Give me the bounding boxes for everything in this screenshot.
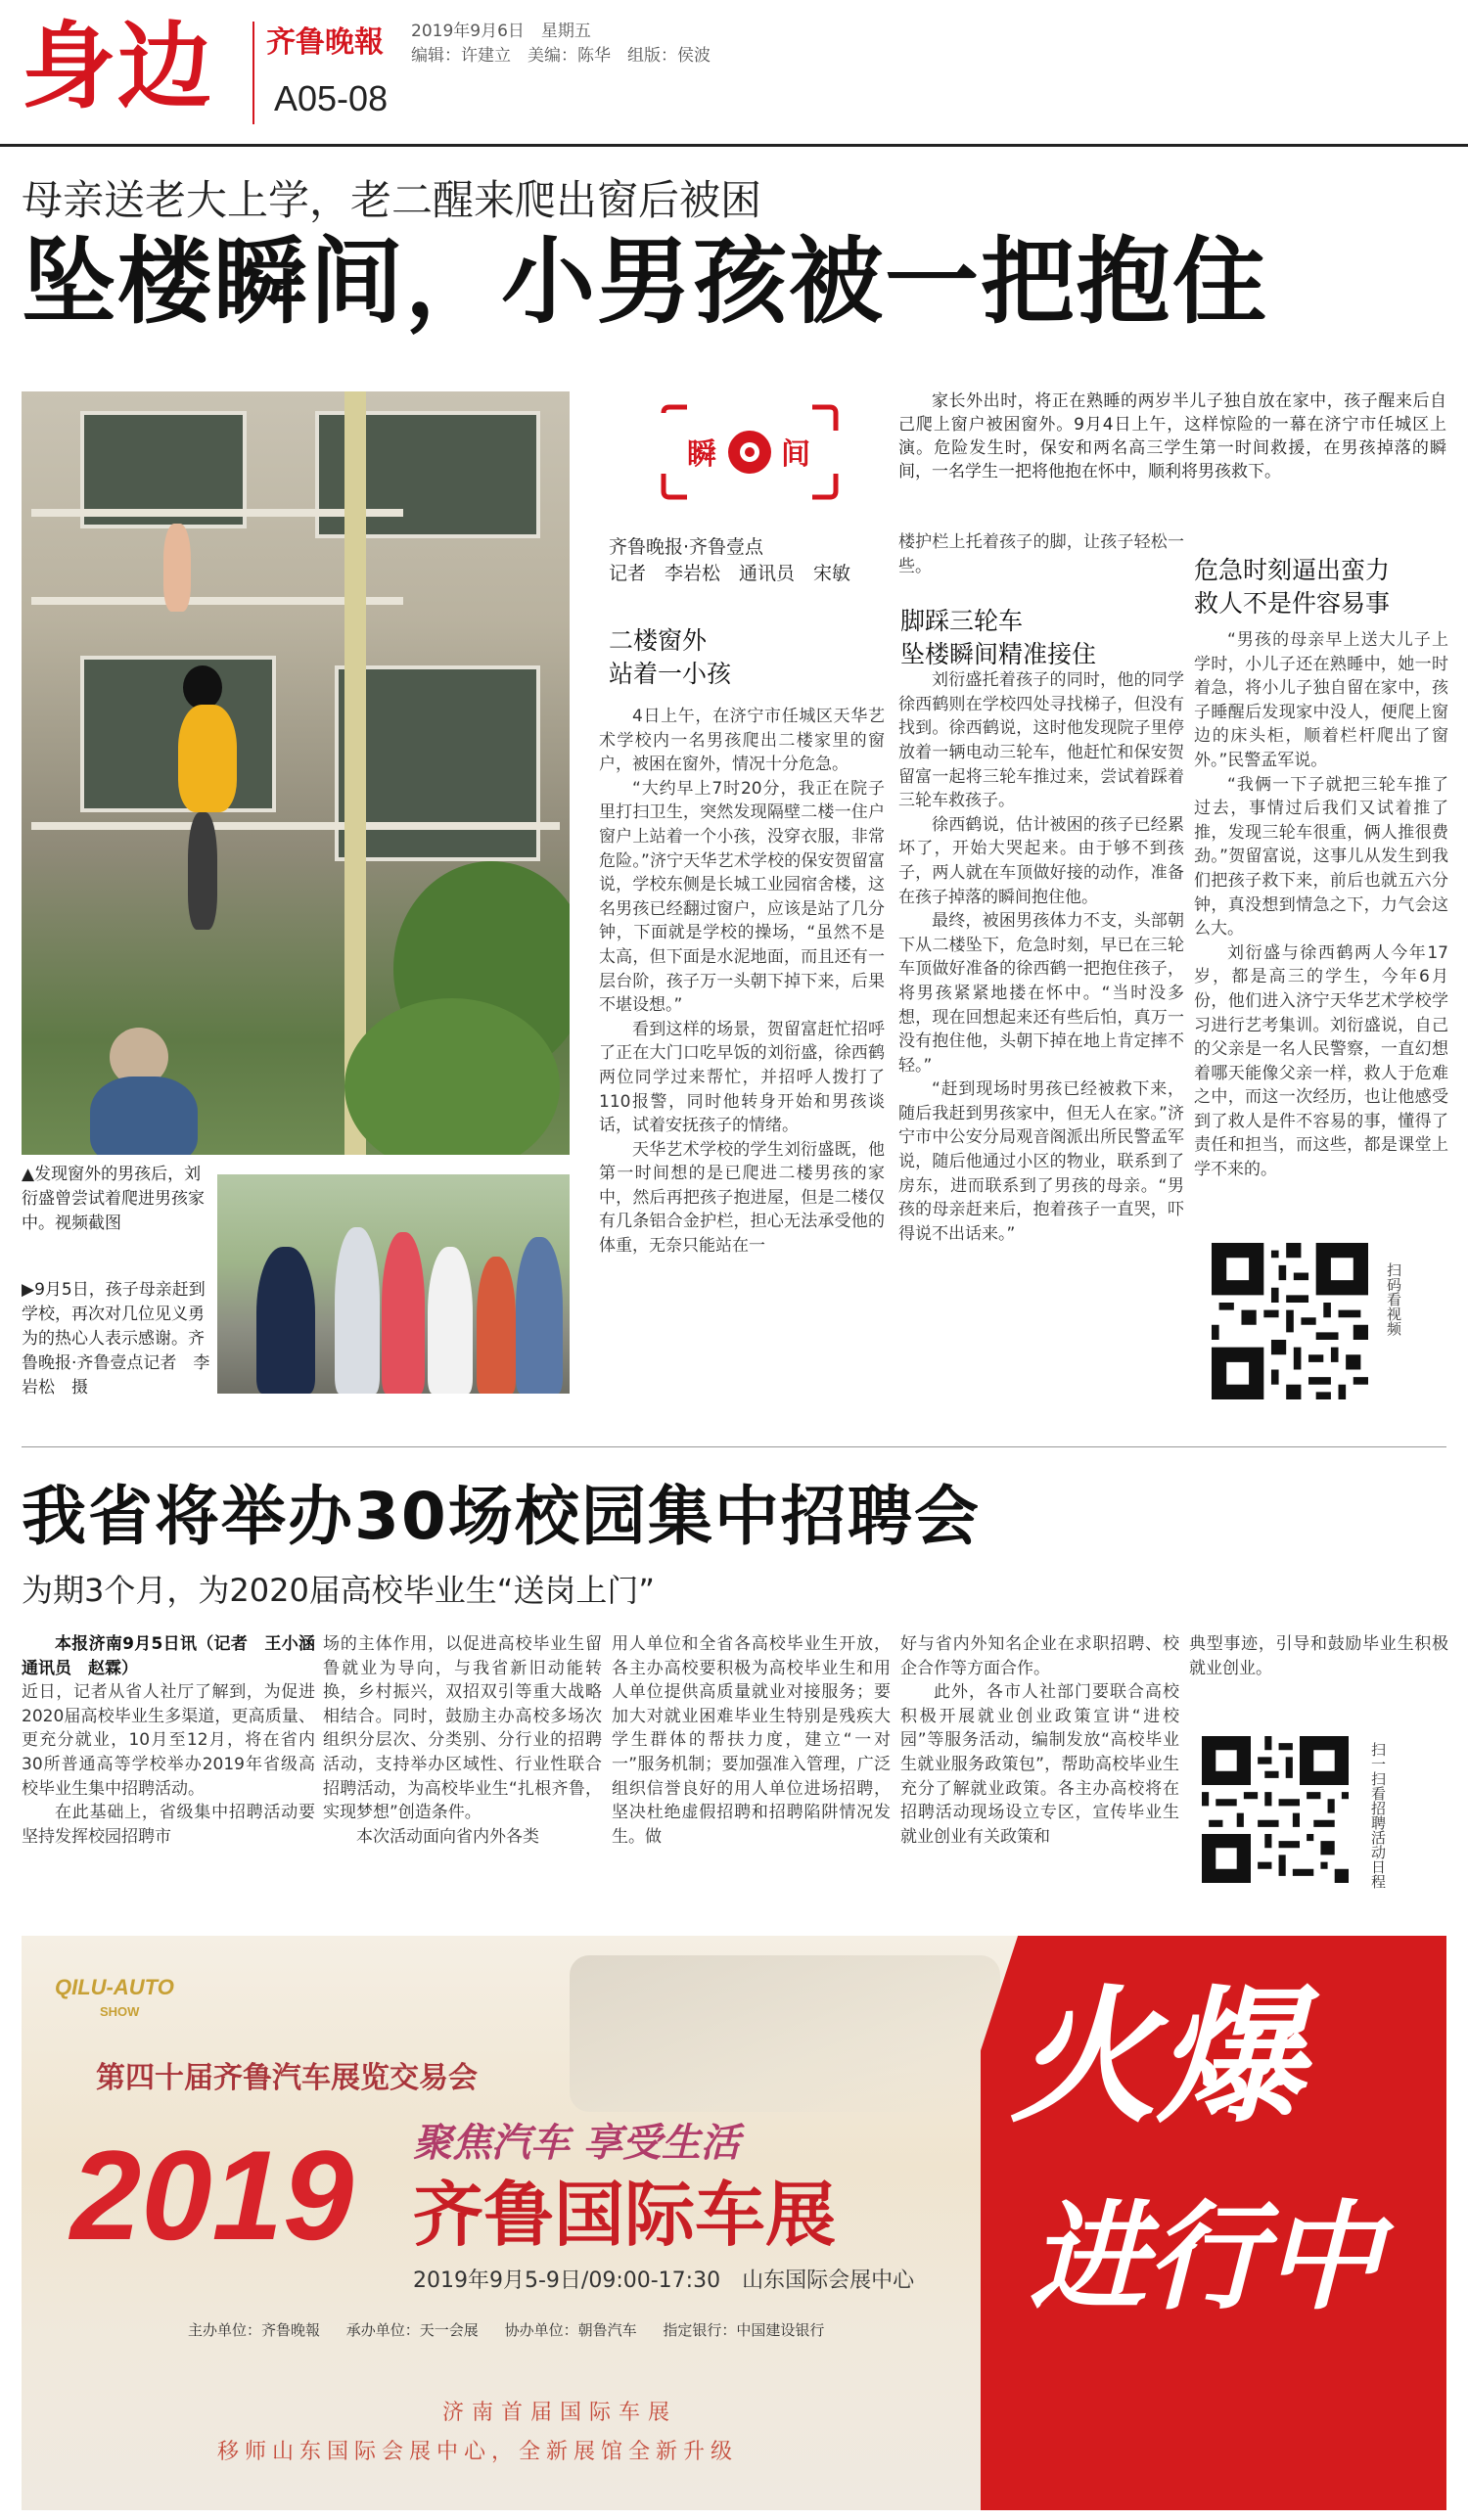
story1-intro: 家长外出时，将正在熟睡的两岁半儿子独自放在家中，孩子醒来后自己爬上窗户被困窗外。9月4日上午，这样惊险的一幕在济宁市任城区上演。危险发生时，保安和两名高三学生第一时间救援，在男孩掉落的瞬间，一名学生一把将他抱在怀中，顺利将男孩救下。 xyxy=(898,391,1446,481)
story2-headline: 我省将举办30场校园集中招聘会 xyxy=(22,1479,981,1554)
story1-column-2 xyxy=(898,530,1184,1401)
story-divider xyxy=(22,1446,1446,1447)
paragraph: 近日，记者从省人社厅了解到，为促进2020届高校毕业生多渠道，更高质量、更充分就业，10月至12月，将在省内30所普通高等学校举办2019年省级高校毕业生集中招聘活动。 xyxy=(22,1682,315,1799)
qr-code-schedule[interactable] xyxy=(1202,1736,1349,1883)
auto-show-advertisement[interactable] xyxy=(22,1936,1446,2510)
paragraph: 徐西鹤说，估计被困的孩子已经累坏了，开始大哭起来。由于够不到孩子，两人就在车顶做好接的动作，准备在孩子掉落的瞬间抱住他。 xyxy=(898,814,1184,907)
thanks-photo xyxy=(217,1174,570,1394)
ad-slogan: 聚焦汽车 享受生活 xyxy=(413,2121,740,2166)
paragraph: “我俩一下子就把三轮车推了过去，事情过后我们又试着推了推，发现三轮车很重，俩人推很费劲。”贺留富说，这事儿从发生到我们把孩子救下来，前后也就五六分钟，真没想到情急之下，力气会这么大。 xyxy=(1194,774,1448,939)
paragraph: 典型事迹，引导和鼓励毕业生积极就业创业。 xyxy=(1189,1634,1448,1678)
woman-figure xyxy=(477,1257,516,1394)
story1-headline: 坠楼瞬间，小男孩被一把抱住 xyxy=(22,227,1268,337)
student-legs xyxy=(188,812,217,930)
story2-column-1 xyxy=(22,1632,315,1906)
ad-footer-2: 移师山东国际会展中心，全新展馆全新升级 xyxy=(217,2440,739,2464)
paragraph: “赶到现场时男孩已经被救下来，随后我赶到男孩家中，但无人在家。”济宁市中公安分局观音阁派出所民警孟军说，随后他通过小区的物业，联系到了房东，进而联系到了男孩的母亲。“男孩的母亲赶来后，抱着孩子一直哭，吓得说不出话来。” xyxy=(898,1079,1184,1244)
ad-logo-sub: SHOW xyxy=(100,2004,140,2019)
guard-body xyxy=(90,1077,198,1155)
paragraph: 最终，被困男孩体力不支，头部朝下从二楼坠下，危急时刻，早已在三轮车顶做好准备的徐西鹤一把抱住孩子，将男孩紧紧地搂在怀中。“当时没多想，现在回想起来还有些后怕，真万一没有抱住他，头朝下掉在地上肯定摔不轻。” xyxy=(898,911,1184,1076)
subhead-1: 二楼窗外 站着一小孩 xyxy=(609,626,732,688)
ad-hot-text: 火爆 xyxy=(1010,1973,1305,2143)
page-header xyxy=(0,0,1468,147)
story2-column-4 xyxy=(900,1632,1179,1906)
sponsor-bank: 指定银行：中国建设银行 xyxy=(663,2321,825,2339)
masthead-logo: 齐鲁晚報 xyxy=(266,25,384,60)
paragraph: 场的主体作用，以促进高校毕业生留鲁就业为导向，与我省新旧动能转换，乡村振兴，双招双引等重大战略相结合。同时，鼓励主办高校多场次组织分层次、分类别、分行业的招聘活动，支持举办区域性、行业性联合招聘活动，为高校毕业生“扎根齐鲁，实现梦想”创造条件。 xyxy=(323,1634,602,1823)
paragraph: 本次活动面向省内外各类 xyxy=(356,1826,539,1847)
student-head xyxy=(183,665,222,710)
student-figure-1 xyxy=(335,1227,380,1394)
paragraph: 刘衍盛托着孩子的同时，他的同学徐西鹤则在学校四处寻找梯子，但没有找到。徐西鹤说，这时他发现院子里停放着一辆电动三轮车，他赶忙和保安贺留富一起将三轮车推过来，尝试着踩着三轮车救孩子。 xyxy=(898,670,1184,811)
story2-subhead: 为期3个月，为2020届高校毕业生“送岗上门” xyxy=(22,1572,655,1609)
ad-title: 齐鲁国际车展 xyxy=(413,2174,837,2256)
ad-year: 2019 xyxy=(70,2124,354,2267)
paragraph: 楼护栏上托着孩子的脚，让孩子轻松一些。 xyxy=(898,532,1184,576)
paragraph: 天华艺术学校的学生刘衍盛既，他第一时间想的是已爬进二楼男孩的家中，然后再把孩子抱进屋，但是二楼仅有几条铝合金护栏，担心无法承受他的体重，无奈只能站在一 xyxy=(599,1139,885,1257)
photo2-caption: ▶9月5日，孩子母亲赶到学校，再次对几位见义勇为的热心人表示感谢。齐鲁晚报·齐鲁壹点记者 李岩松 摄 xyxy=(22,1280,210,1397)
sponsor-host: 主办单位：齐鲁晚報 xyxy=(188,2321,321,2339)
ad-dates: 2019年9月5-9日/09:00-17:30 山东国际会展中心 xyxy=(413,2268,915,2293)
svg-text:间: 间 xyxy=(781,437,810,472)
story1-byline xyxy=(609,534,893,587)
mother-figure xyxy=(428,1247,473,1394)
qr-label-video: 扫码看视频 xyxy=(1385,1262,1402,1336)
sponsor-organizer: 承办单位：天一会展 xyxy=(345,2321,479,2339)
paragraph: 用人单位和全省各高校毕业生开放，各主办高校要积极为高校毕业生和用人单位提供高质量就业对接服务；要加大对就业困难毕业生特别是残疾大学生群体的帮扶力度，建立“一对一”服务机制；要加强准入管理，广泛组织信誉良好的用人单位进场招聘，坚决杜绝虚假招聘和招聘陷阱情况发生。做 xyxy=(612,1634,891,1847)
header-divider xyxy=(252,22,254,124)
paragraph: 看到这样的场景，贺留富赶忙招呼了正在大门口吃早饭的刘衍盛，徐西鹤两位同学过来帮忙，并招呼人拨打了110报警，同时他转身开始和男孩谈话，试着安抚孩子的情绪。 xyxy=(599,1019,885,1136)
railing-low xyxy=(31,822,560,830)
camera-icon xyxy=(658,403,842,501)
byline-org: 齐鲁晚报·齐鲁壹点 xyxy=(609,536,764,558)
paragraph: 在此基础上，省级集中招聘活动要坚持发挥校园招聘市 xyxy=(22,1803,315,1847)
qr-label-schedule: 扫一扫看招聘活动日程 xyxy=(1369,1742,1387,1889)
ad-footer-1: 济南首届国际车展 xyxy=(442,2401,678,2425)
paragraph: 刘衍盛与徐西鹤两人今年17岁，都是高三的学生，今年6月份，他们进入济宁天华艺术学校学习进行艺考集训。刘衍盛说，自己的父亲是一名人民警察，一直幻想着哪天能像父亲一样，救人于危难之中，而这一次经历，也让他感受到了救人是件不容易的事，懂得了责任和担当，而这些，都是课堂上学不来的。 xyxy=(1194,942,1448,1180)
story2-lead: 本报济南9月5日讯（记者 王小涵 通讯员 赵霖） xyxy=(22,1634,315,1678)
editors-line: 编辑：许建立 美编：陈华 组版：侯波 xyxy=(411,46,711,66)
date-line: 2019年9月6日 星期五 xyxy=(411,22,591,41)
qr-code-video[interactable] xyxy=(1212,1243,1368,1399)
story1-column-3 xyxy=(1194,628,1448,1196)
sponsor-coorganizer: 协办单位：朝鲁汽车 xyxy=(504,2321,637,2339)
masthead-meta xyxy=(411,20,711,69)
subhead-3: 危急时刻逼出蛮力 救人不是件容易事 xyxy=(1194,556,1391,618)
page-number: A05-08 xyxy=(274,78,389,118)
ad-edition: 第四十届齐鲁汽车展览交易会 xyxy=(96,2061,478,2095)
subhead-2: 脚踩三轮车 坠楼瞬间精准接住 xyxy=(900,607,1097,668)
paragraph: 好与省内外知名企业在求职招聘、校企合作等方面合作。 xyxy=(900,1634,1179,1678)
section-title: 身边 xyxy=(22,11,213,121)
student-figure xyxy=(178,705,237,812)
story1-kicker: 母亲送老大上学，老二醒来爬出窗后被困 xyxy=(22,176,762,224)
story1-column-1 xyxy=(599,705,885,1399)
rescue-video-still xyxy=(22,391,570,1155)
guard-figure xyxy=(516,1237,563,1394)
byline-names: 记者 李岩松 通讯员 宋敏 xyxy=(609,563,851,584)
ad-ongoing-text: 进行中 xyxy=(1030,2190,1382,2326)
venue-illustration xyxy=(570,1955,1000,2112)
paragraph: “男孩的母亲早上送大儿子上学时，小儿子还在熟睡中，她一时着急，将小儿子独自留在家中，孩子睡醒后发现家中没人，便爬上窗边的床头柜，顺着栏杆爬出了窗外。”民警孟军说。 xyxy=(1194,630,1448,770)
story2-column-2 xyxy=(323,1632,602,1906)
svg-text:瞬: 瞬 xyxy=(687,437,716,472)
paragraph: 此外，各市人社部门要联合高校积极开展就业创业政策宣讲“进校园”等服务活动，编制发放“高校毕业生就业服务政策包”，帮助高校毕业生充分了解就业政策。各主办高校将在招聘活动现场设立专区，宣传毕业生就业创业有关政策和 xyxy=(900,1682,1179,1847)
student-figure-2 xyxy=(382,1232,425,1394)
police-figure xyxy=(256,1247,315,1394)
story2-column-3 xyxy=(612,1632,891,1906)
paragraph: “大约早上7时20分，我正在院子里打扫卫生，突然发现隔壁二楼一住户窗户上站着一个小孩，没穿衣服，非常危险。”济宁天华艺术学校的保安贺留富说，学校东侧是长城工业园宿舍楼，这名男孩已经翻过窗户，应该是站了几分钟，下面就是学校的操场，“虽然不是太高，但下面是水泥地面，而且还有一层台阶，孩子万一头朝下掉下来，后果不堪设想。” xyxy=(599,778,885,1016)
photo1-caption: ▲发现窗外的男孩后，刘衍盛曾尝试着爬进男孩家中。视频截图 xyxy=(22,1165,205,1233)
paragraph: 4日上午，在济宁市任城区天华艺术学校内一名男孩爬出二楼家里的窗户，被困在窗外，情况十分危急。 xyxy=(599,707,885,775)
story2-column-5 xyxy=(1189,1632,1448,1691)
child-figure xyxy=(163,524,191,612)
ad-logo: QILU-AUTO xyxy=(55,1975,174,1999)
ad-sponsors xyxy=(188,2319,846,2340)
